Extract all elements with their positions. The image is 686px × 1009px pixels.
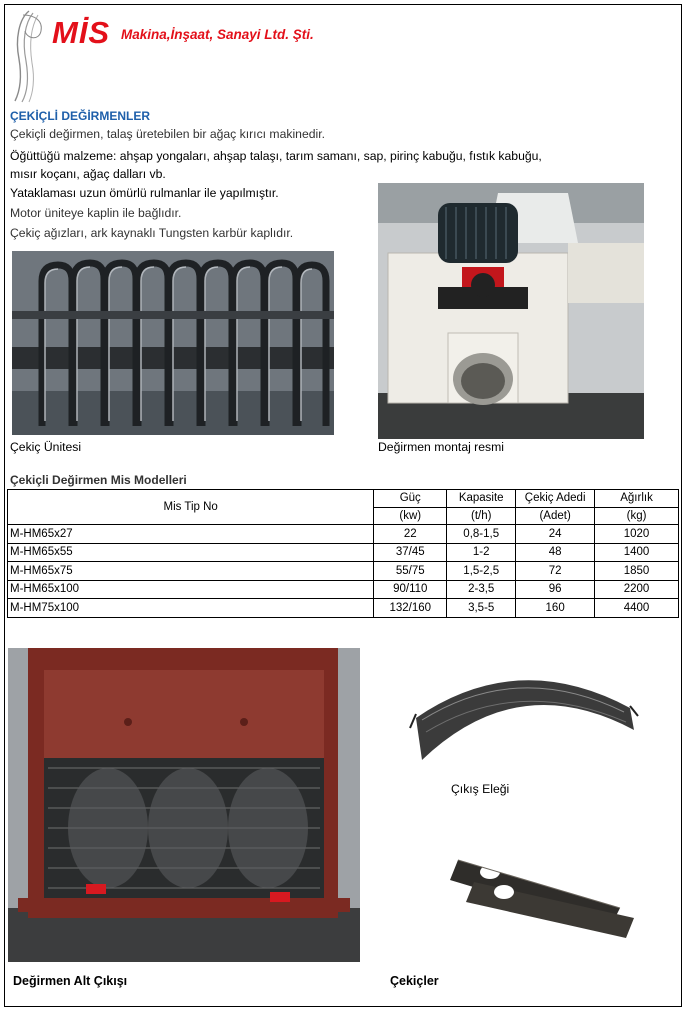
company-name: Makina,İnşaat, Sanayi Ltd. Şti. (121, 27, 314, 42)
document-page (4, 4, 682, 1007)
table-cell: 3,5-5 (447, 599, 516, 618)
logo-icon (11, 9, 47, 103)
hammer-unit-photo (12, 251, 334, 435)
table-cell: 24 (516, 525, 595, 544)
table-cell: 1020 (595, 525, 679, 544)
intro-line: Çekiç ağızları, ark kaynaklı Tungsten karbür kaplıdır. (10, 226, 294, 240)
column-header: Çekiç Adedi (516, 490, 595, 508)
caption-hammers: Çekiçler (390, 974, 439, 988)
table-cell: 1,5-2,5 (447, 562, 516, 581)
section-title: ÇEKİÇLİ DEĞİRMENLER (10, 109, 151, 123)
table-cell: 22 (374, 525, 447, 544)
column-header: Güç (374, 490, 447, 508)
table-cell: 90/110 (374, 580, 447, 599)
brand-name: MİS (52, 15, 111, 50)
table-cell: M-HM75x100 (8, 599, 374, 618)
table-cell: M-HM65x27 (8, 525, 374, 544)
table-cell: 1850 (595, 562, 679, 581)
table-cell: M-HM65x75 (8, 562, 374, 581)
column-unit: (t/h) (447, 507, 516, 525)
column-unit: (kg) (595, 507, 679, 525)
intro-line: Yataklaması uzun ömürlü rulmanlar ile yapılmıştır. (10, 186, 279, 200)
caption-mill-outlet: Değirmen Alt Çıkışı (13, 974, 128, 988)
table-cell: 72 (516, 562, 595, 581)
caption-hammer-unit: Çekiç Ünitesi (10, 440, 82, 454)
intro-line: mısır koçanı, ağaç dalları vb. (10, 167, 166, 181)
column-header: Mis Tip No (8, 490, 374, 525)
table-cell: 37/45 (374, 543, 447, 562)
models-title: Çekiçli Değirmen Mis Modelleri (10, 473, 187, 487)
table-cell: 160 (516, 599, 595, 618)
table-cell: 0,8-1,5 (447, 525, 516, 544)
screen-photo (398, 658, 652, 768)
table-row (8, 525, 679, 544)
table-cell: 4400 (595, 599, 679, 618)
column-unit: (Adet) (516, 507, 595, 525)
caption-screen: Çıkış Eleği (451, 782, 510, 796)
table-cell: 96 (516, 580, 595, 599)
column-header: Kapasite (447, 490, 516, 508)
table-cell: 2200 (595, 580, 679, 599)
table-cell: 132/160 (374, 599, 447, 618)
column-unit: (kw) (374, 507, 447, 525)
intro-line: Öğüttüğü malzeme: ahşap yongaları, ahşap talaşı, tarım samanı, sap, pirinç kabuğu, fıstık kabuğu, (10, 149, 542, 163)
table-cell: M-HM65x55 (8, 543, 374, 562)
table-cell: 1400 (595, 543, 679, 562)
table-cell: M-HM65x100 (8, 580, 374, 599)
caption-mill-assembly: Değirmen montaj resmi (378, 440, 504, 454)
table-cell: 1-2 (447, 543, 516, 562)
intro-line: Motor üniteye kaplin ile bağlıdır. (10, 206, 182, 220)
table-row (8, 562, 679, 581)
hammers-photo (444, 838, 640, 946)
mill-outlet-photo (8, 648, 360, 962)
table-row (8, 599, 679, 618)
table-cell: 55/75 (374, 562, 447, 581)
table-cell: 2-3,5 (447, 580, 516, 599)
table-cell: 48 (516, 543, 595, 562)
models-table (7, 489, 679, 618)
intro-line: Çekiçli değirmen, talaş üretebilen bir ağaç kırıcı makinedir. (10, 127, 325, 141)
table-row (8, 543, 679, 562)
table-header-row (8, 490, 679, 508)
mill-assembly-photo (378, 183, 644, 439)
table-row (8, 580, 679, 599)
column-header: Ağırlık (595, 490, 679, 508)
